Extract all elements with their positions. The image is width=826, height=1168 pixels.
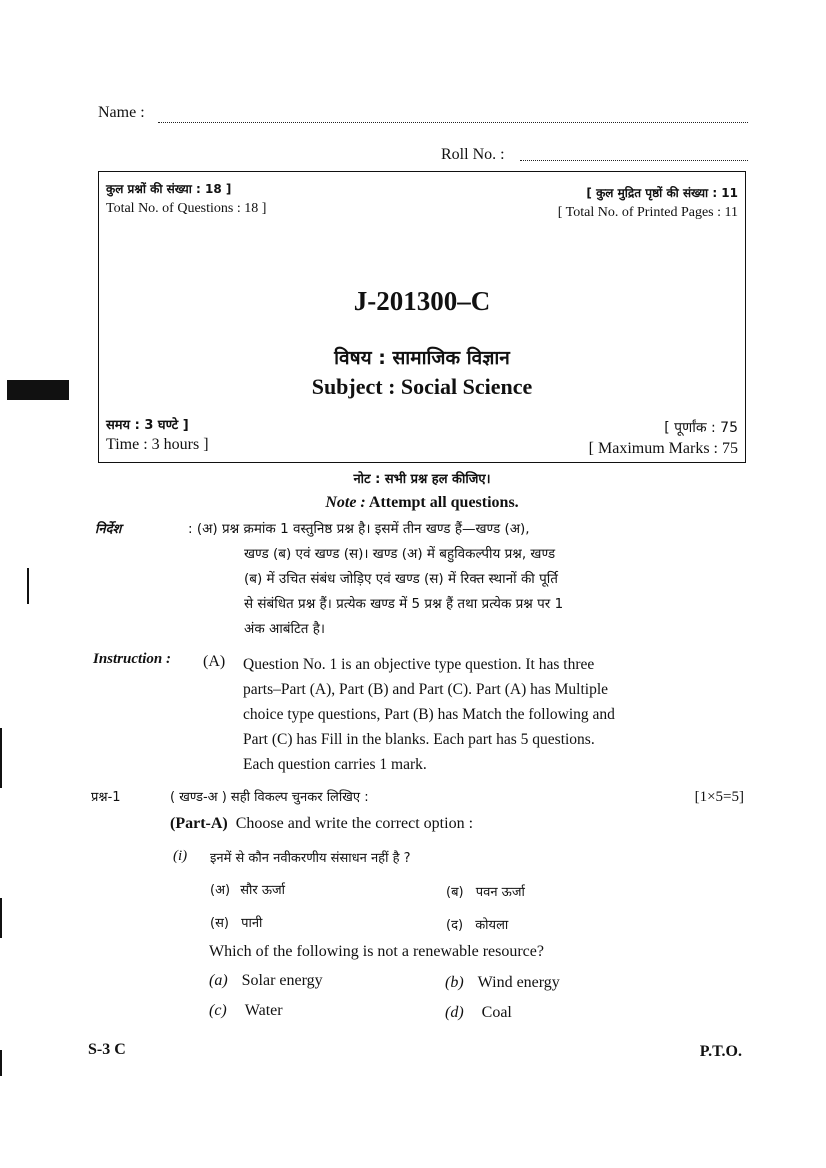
marks-en: [ Maximum Marks : 75: [588, 440, 738, 457]
option-hi-text: पवन ऊर्जा: [475, 885, 525, 900]
option-hi-c: [210, 913, 262, 931]
total-questions-hi: कुल प्रश्नों की संख्या : 18 ]: [106, 182, 232, 196]
option-hi-marker: (ब): [446, 885, 464, 900]
part-a-text: Choose and write the correct option :: [235, 815, 474, 832]
option-hi-text: पानी: [241, 916, 263, 931]
subject-hi: विषय : सामाजिक विज्ञान: [334, 347, 510, 369]
instruction-en-line: Question No. 1 is an objective type question. It has three: [243, 656, 595, 673]
scan-edge-mark: [0, 728, 2, 788]
instruction-en-marker: (A): [203, 653, 226, 670]
footer-pto: P.T.O.: [699, 1043, 742, 1060]
option-en-text: Wind energy: [477, 974, 560, 991]
sub-question-number: (i): [173, 848, 188, 864]
option-en-text: Solar energy: [241, 972, 323, 989]
note-en-text: Attempt all questions.: [368, 494, 519, 511]
scan-edge-mark: [0, 898, 2, 938]
option-hi-marker: (अ): [210, 883, 231, 898]
name-blank: [158, 110, 748, 123]
part-a-heading-en: [170, 815, 473, 833]
name-field: [98, 104, 145, 122]
time-hi: समय : 3 घण्टे ]: [106, 418, 189, 433]
option-en-text: Water: [244, 1002, 283, 1019]
instruction-hi-line: (ब) में उचित संबंध जोड़िए एवं खण्ड (स) में रिक्त स्थानों की पूर्ति: [244, 571, 558, 587]
note-en-label: Note :: [325, 494, 366, 511]
option-en-marker: (b): [445, 974, 464, 991]
option-en-text: Coal: [481, 1004, 512, 1021]
option-hi-a: [210, 880, 285, 898]
instruction-en-line: parts–Part (A), Part (B) and Part (C). Part (A) has Multiple: [243, 681, 609, 698]
option-en-marker: (a): [209, 972, 228, 989]
part-a-label: (Part-A): [170, 815, 228, 832]
question-1-marks: [1×5=5]: [694, 789, 744, 805]
question-text-en: Which of the following is not a renewable resource?: [209, 943, 544, 960]
instruction-hi-body: [188, 517, 668, 642]
instruction-en-body: [243, 652, 673, 777]
roll-blank: [520, 148, 748, 161]
option-hi-text: कोयला: [475, 918, 509, 933]
instruction-en-line: Part (C) has Fill in the blanks. Each part has 5 questions.: [243, 731, 595, 748]
note-en: [0, 494, 826, 512]
name-label: Name :: [98, 104, 145, 121]
subject-en: Subject : Social Science: [311, 374, 533, 399]
roll-field: [441, 146, 505, 164]
instruction-hi-label: निर्देश: [95, 522, 122, 537]
option-en-b: [445, 974, 560, 992]
instruction-hi-line: अंक आबंटित है।: [244, 621, 326, 637]
scan-line-mark: [27, 568, 29, 604]
note-hi: नोट : सभी प्रश्न हल कीजिए।: [353, 472, 491, 487]
option-en-d: [445, 1004, 512, 1022]
option-hi-marker: (द): [446, 918, 464, 933]
instruction-en-line: choice type questions, Part (B) has Match the following and: [243, 706, 615, 723]
roll-label: Roll No. :: [441, 146, 505, 163]
option-hi-marker: (स): [210, 916, 229, 931]
instruction-hi-line: खण्ड (ब) एवं खण्ड (स)। खण्ड (अ) में बहुविकल्पीय प्रश्न, खण्ड: [244, 546, 556, 562]
part-a-heading-hi: ( खण्ड-अ ) सही विकल्प चुनकर लिखिए :: [170, 790, 369, 805]
time-en: Time : 3 hours ]: [106, 436, 209, 453]
scan-edge-mark: [0, 1050, 2, 1076]
option-en-c: [209, 1002, 283, 1020]
option-en-marker: (d): [445, 1004, 464, 1021]
option-hi-text: सौर ऊर्जा: [240, 883, 286, 898]
instruction-en-line: Each question carries 1 mark.: [243, 756, 427, 773]
question-text-hi: इनमें से कौन नवीकरणीय संसाधन नहीं है ?: [210, 851, 411, 866]
total-pages-en: [ Total No. of Printed Pages : 11: [557, 205, 738, 220]
option-en-marker: (c): [209, 1002, 227, 1019]
option-hi-d: [446, 915, 508, 933]
option-en-a: [209, 972, 323, 990]
question-1-label: प्रश्न-1: [91, 790, 121, 805]
instruction-hi-line: : (अ) प्रश्न क्रमांक 1 वस्तुनिष्ठ प्रश्न है। इसमें तीन खण्ड हैं—खण्ड (अ),: [188, 521, 530, 537]
marks-hi: [ पूर्णांक : 75: [664, 420, 738, 436]
instruction-en-label: Instruction :: [93, 651, 171, 667]
total-questions-en: Total No. of Questions : 18 ]: [106, 201, 267, 216]
paper-code: J-201300–C: [353, 286, 491, 316]
option-hi-b: [446, 882, 525, 900]
footer-code: S-3 C: [88, 1041, 126, 1058]
total-pages-hi: [ कुल मुद्रित पृष्ठों की संख्या : 11: [586, 186, 738, 200]
instruction-hi-line: से संबंधित प्रश्न हैं। प्रत्येक खण्ड में 5 प्रश्न हैं तथा प्रत्येक प्रश्न पर 1: [244, 596, 564, 612]
